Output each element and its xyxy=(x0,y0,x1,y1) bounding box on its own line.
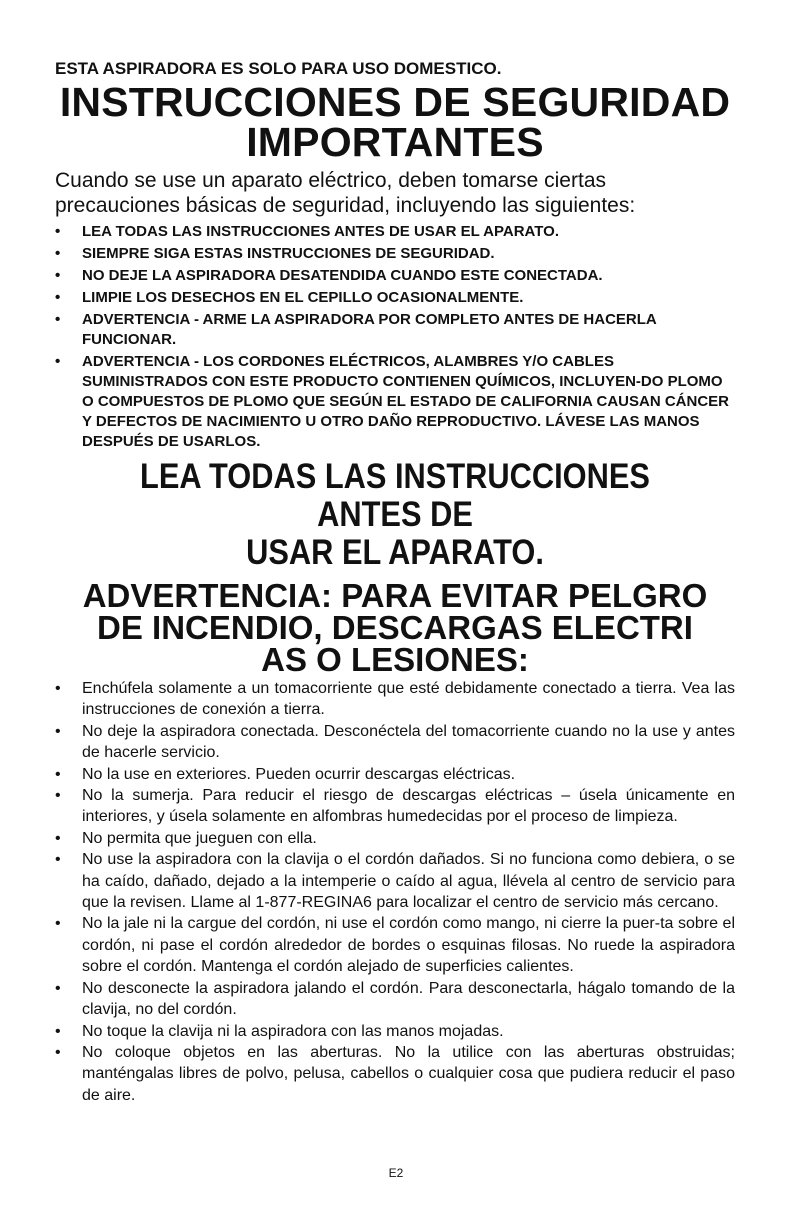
list-item-text: No desconecte la aspiradora jalando el cordón. Para desconectarla, hágalo tomando de la clavija, no del cordón. xyxy=(82,979,735,1019)
bullet-icon: • xyxy=(55,829,61,847)
list-item-text: No coloque objetos en las aberturas. No la utilice con las aberturas obstruidas; manténgalas libres de polvo, pelusa, cabellos o cualquier cosa que pudiera reducir el paso de aire. xyxy=(82,1043,735,1104)
list-item xyxy=(55,1021,735,1042)
list-item xyxy=(55,913,735,977)
page-title-line-2: IMPORTANTES xyxy=(246,119,544,165)
list-item-text: NO DEJE LA ASPIRADORA DESATENDIDA CUANDO ESTE CONECTADA. xyxy=(82,267,603,284)
warning-list xyxy=(55,678,735,1106)
list-item xyxy=(55,721,735,764)
list-item-text: No deje la aspiradora conectada. Desconéctela del tomacorriente cuando no la use y antes de hacerle servicio. xyxy=(82,722,735,762)
list-item xyxy=(55,288,735,308)
domestic-use-notice: ESTA ASPIRADORA ES SOLO PARA USO DOMESTICO. xyxy=(55,59,502,78)
list-item-text: No la sumerja. Para reducir el riesgo de descargas eléctricas – úsela únicamente en interiores, y úsela solamente en alfombras humedecidas por el proceso de limpieza. xyxy=(82,787,735,826)
list-item-text: No toque la clavija ni la aspiradora con las manos mojadas. xyxy=(82,1022,504,1040)
page-title-line-1: INSTRUCCIONES DE SEGURIDAD xyxy=(59,79,731,125)
list-item xyxy=(55,222,735,242)
page-title xyxy=(55,79,735,165)
bullet-icon: • xyxy=(55,289,61,306)
list-item xyxy=(55,310,735,350)
bullet-icon: • xyxy=(55,1022,61,1040)
list-item-text: SIEMPRE SIGA ESTAS INSTRUCCIONES DE SEGURIDAD. xyxy=(82,245,495,262)
list-item xyxy=(55,244,735,264)
intro-paragraph: Cuando se use un aparato eléctrico, deben tomarse ciertas precauciones básicas de seguridad, incluyendo las siguientes: xyxy=(55,169,636,217)
list-item xyxy=(55,266,735,286)
list-item-text: LIMPIE LOS DESECHOS EN EL CEPILLO OCASIONALMENTE. xyxy=(82,289,524,306)
list-item xyxy=(55,1042,735,1106)
read-all-heading-line-1: LEA TODAS LAS INSTRUCCIONES ANTES DE xyxy=(140,457,650,534)
bullet-icon: • xyxy=(55,245,61,262)
bullet-icon: • xyxy=(55,787,61,805)
document-page xyxy=(55,58,735,1106)
bullet-icon: • xyxy=(55,223,61,240)
list-item-text: No la use en exteriores. Pueden ocurrir descargas eléctricas. xyxy=(82,765,516,783)
bullet-icon: • xyxy=(55,680,61,697)
read-all-heading-line-2: USAR EL APARATO. xyxy=(246,533,544,572)
list-item xyxy=(55,764,735,785)
warning-heading xyxy=(55,577,735,678)
list-item xyxy=(55,828,735,849)
list-item-text: ADVERTENCIA - LOS CORDONES ELÉCTRICOS, ALAMBRES Y/O CABLES SUMINISTRADOS CON ESTE PRODUCTO CONTIENEN QUÍMICOS, INCLUYEN-DO PLOMO O COMPUESTOS DE PLOMO QUE SEGÚN EL ESTADO DE CALIFORNIA CAUSAN CÁNCER Y DEFECTOS DE NACIMIENTO U OTRO DAÑO REPRODUCTIVO. LÁVESE LAS MANOS DESPUÉS DE USARLOS. xyxy=(82,353,729,450)
warning-heading-line-2: DE INCENDIO, DESCARGAS ELECTRI xyxy=(97,609,693,646)
bullet-icon: • xyxy=(55,915,61,933)
basic-precautions-list xyxy=(55,222,735,452)
page-number: E2 xyxy=(388,1166,404,1180)
list-item-text: No use la aspiradora con la clavija o el cordón dañados. Si no funciona como debiera, o se ha caído, dañado, dejado a la intemperie o caído al agua, llévela al centro de servicio para que la revisen. Llame al 1-877-REGINA6 para localizar el centro de servicio más cercano. xyxy=(82,851,735,912)
bullet-icon: • xyxy=(55,979,61,997)
warning-heading-line-1: ADVERTENCIA: PARA EVITAR PELGRO xyxy=(82,577,708,614)
read-all-instructions-heading xyxy=(96,458,694,572)
list-item xyxy=(55,352,735,452)
bullet-icon: • xyxy=(55,267,61,284)
list-item-text: No permita que jueguen con ella. xyxy=(82,829,317,847)
list-item-text: LEA TODAS LAS INSTRUCCIONES ANTES DE USAR EL APARATO. xyxy=(82,223,559,240)
list-item xyxy=(55,978,735,1021)
list-item-text: ADVERTENCIA - ARME LA ASPIRADORA POR COMPLETO ANTES DE HACERLA FUNCIONAR. xyxy=(82,311,657,348)
warning-heading-line-3: AS O LESIONES: xyxy=(261,641,529,678)
list-item xyxy=(55,849,735,913)
list-item-text: Enchúfela solamente a un tomacorriente que esté debidamente conectado a tierra. Vea las instrucciones de conexión a tierra. xyxy=(82,680,735,719)
bullet-icon: • xyxy=(55,851,61,869)
bullet-icon: • xyxy=(55,1043,61,1061)
bullet-icon: • xyxy=(55,765,61,783)
list-item xyxy=(55,678,735,721)
bullet-icon: • xyxy=(55,353,61,370)
list-item-text: No la jale ni la cargue del cordón, ni use el cordón como mango, ni cierre la puer-ta sobre el cordón, ni pase el cordón alrededor de bordes o esquinas filosas. No ruede la aspiradora sobre el cordón. Mantenga el cordón alejado de superficies calientes. xyxy=(82,915,735,976)
bullet-icon: • xyxy=(55,722,61,740)
bullet-icon: • xyxy=(55,311,61,328)
list-item xyxy=(55,785,735,828)
